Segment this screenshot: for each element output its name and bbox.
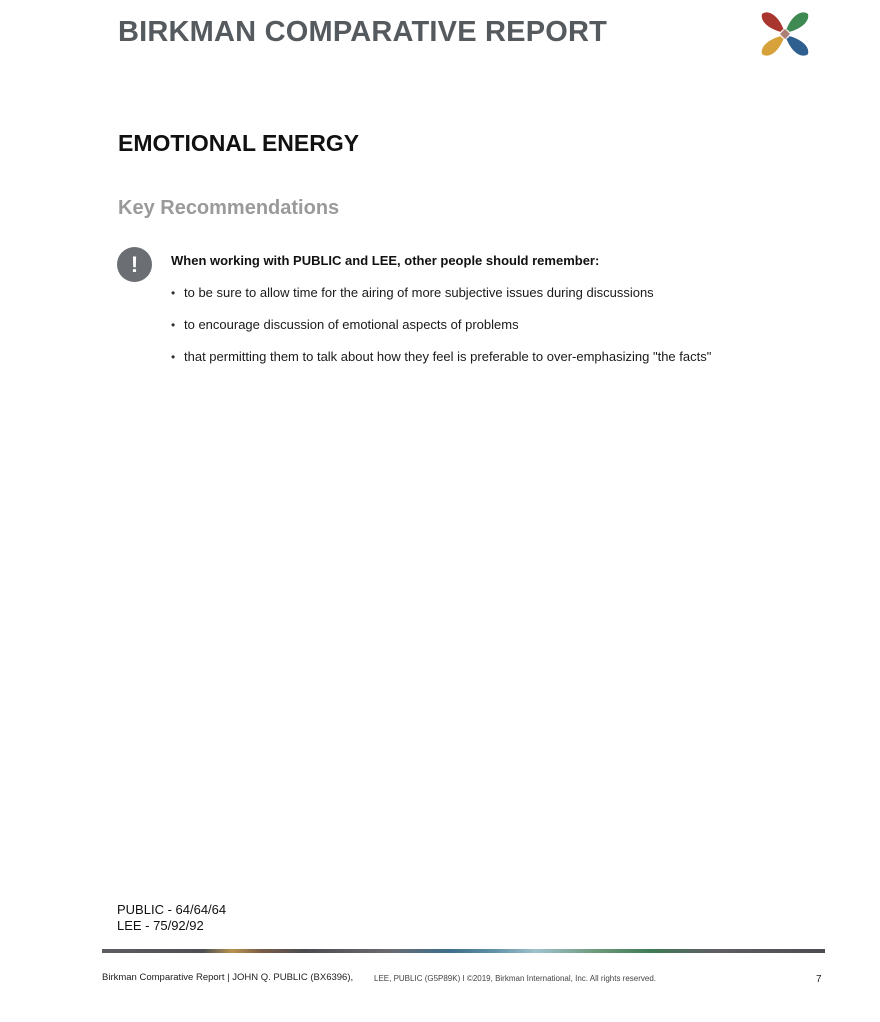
public-score: PUBLIC - 64/64/64 [117, 902, 227, 917]
list-item-text: to be sure to allow time for the airing of more subjective issues during discussions [184, 285, 654, 300]
footer-divider [102, 949, 825, 953]
score-summary [117, 902, 226, 934]
list-item-text: that permitting them to talk about how they feel is preferable to over-emphasizing "the facts" [184, 349, 712, 364]
page-number: 7 [816, 974, 822, 985]
recommendations-list [171, 284, 711, 380]
list-item [171, 284, 711, 316]
lee-score: LEE - 75/92/92 [117, 918, 204, 933]
report-title: BIRKMAN COMPARATIVE REPORT [118, 16, 608, 48]
list-item-text: to encourage discussion of emotional aspects of problems [184, 317, 519, 332]
footer-copyright: LEE, PUBLIC (G5P89K) I ©2019, Birkman International, Inc. All rights reserved. [374, 974, 657, 983]
subsection-title: Key Recommendations [118, 197, 340, 219]
footer-report-info: Birkman Comparative Report | JOHN Q. PUBLIC (BX6396), [102, 972, 354, 983]
list-item [171, 348, 711, 380]
exclamation-icon: ! [117, 247, 152, 282]
bullet-icon: • [171, 318, 176, 332]
bullet-icon: • [171, 350, 176, 364]
list-item [171, 316, 711, 348]
section-title: EMOTIONAL ENERGY [118, 130, 360, 156]
bullet-icon: • [171, 286, 176, 300]
birkman-logo-icon [758, 8, 812, 60]
recommendations-lead: When working with PUBLIC and LEE, other people should remember: [171, 253, 600, 268]
